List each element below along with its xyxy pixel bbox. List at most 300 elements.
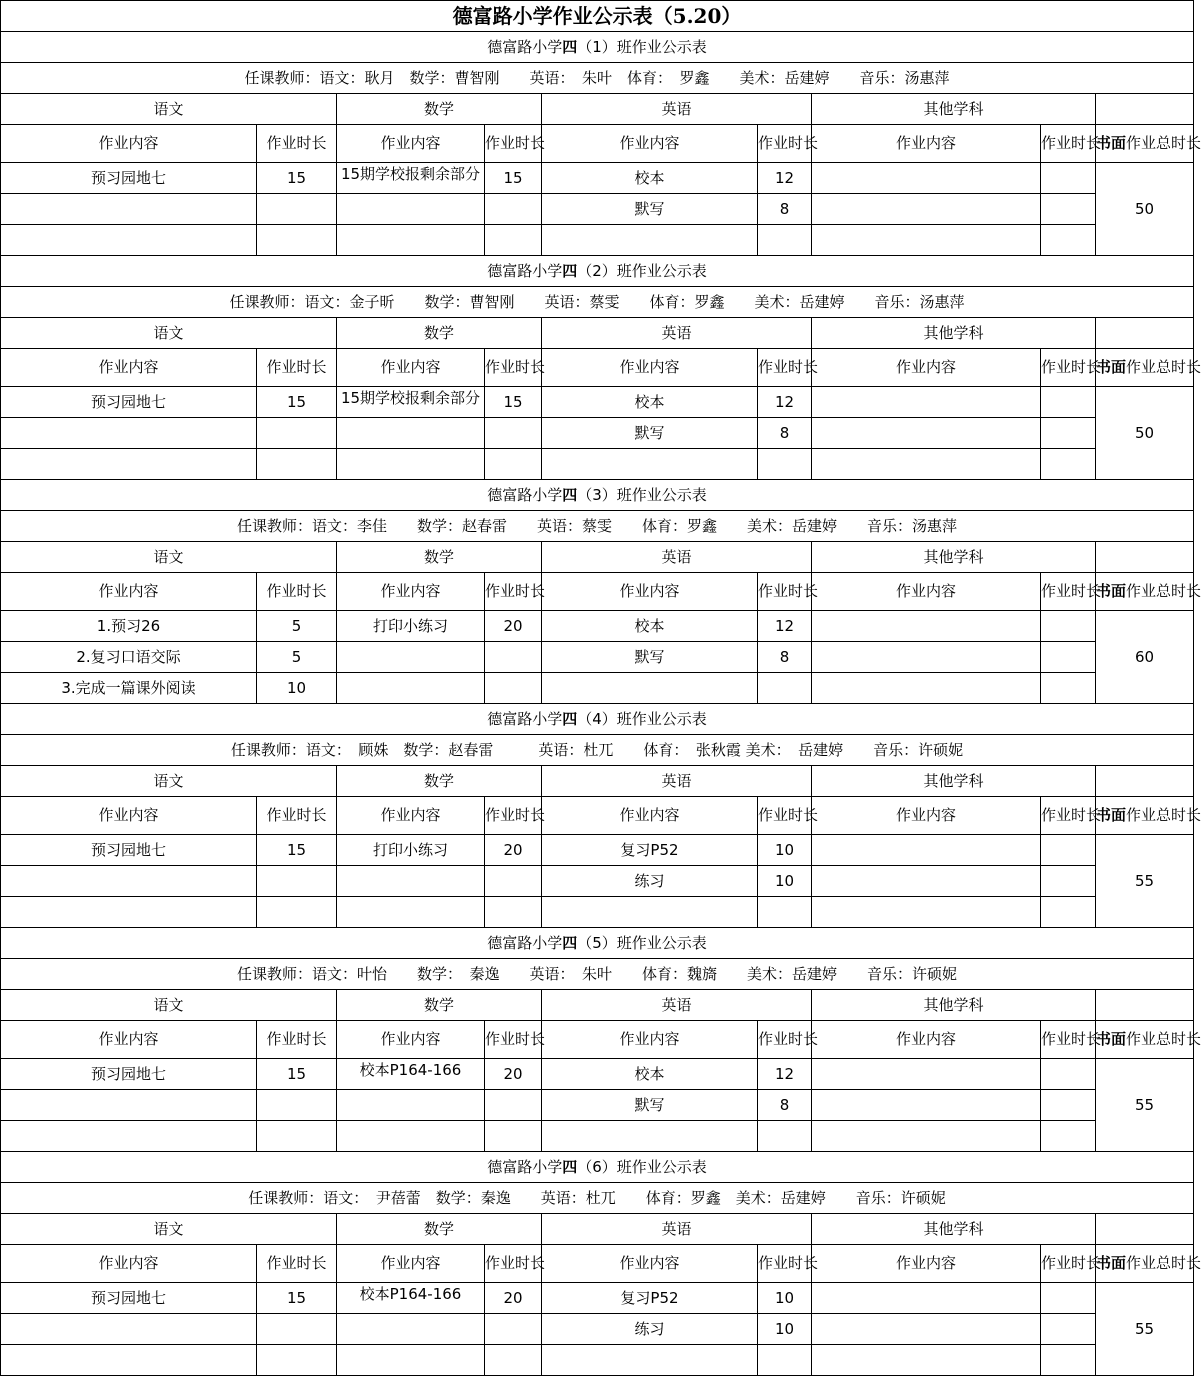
english-content (542, 673, 758, 704)
teacher-row (1, 735, 1194, 766)
english-duration: 12 (758, 163, 812, 194)
math-duration (485, 449, 542, 480)
english-content (542, 897, 758, 928)
table-row (1, 1121, 1194, 1152)
math-duration (485, 642, 542, 673)
chinese-content: 1.预习26 (1, 611, 257, 642)
english-duration: 10 (758, 1314, 812, 1345)
english-content: 练习 (542, 866, 758, 897)
other-duration (1041, 1059, 1096, 1090)
other-content (812, 611, 1041, 642)
class-name (1, 256, 1194, 287)
table-row (1, 225, 1194, 256)
other-duration (1041, 387, 1096, 418)
header-duration: 作业时长 (758, 573, 812, 611)
subject-chinese: 语文 (1, 990, 337, 1021)
total-duration: 60 (1096, 611, 1194, 704)
english-content: 校本 (542, 1059, 758, 1090)
english-duration: 10 (758, 835, 812, 866)
class-name (1, 928, 1194, 959)
subject-other: 其他学科 (812, 94, 1096, 125)
math-content (337, 418, 485, 449)
header-duration: 作业时长 (1041, 573, 1096, 611)
empty-cell (1096, 94, 1194, 125)
header-duration: 作业时长 (1041, 1021, 1096, 1059)
subject-math: 数学 (337, 990, 542, 1021)
math-duration (485, 1121, 542, 1152)
other-duration (1041, 1121, 1096, 1152)
header-total-rest: 作业总时长 (1126, 582, 1201, 600)
subject-math: 数学 (337, 766, 542, 797)
other-duration (1041, 642, 1096, 673)
english-duration: 8 (758, 194, 812, 225)
class-grade: 四 (562, 485, 578, 504)
class-name-row (1, 32, 1194, 63)
column-header-row (1, 349, 1194, 387)
class-name (1, 704, 1194, 735)
chinese-content (1, 1121, 257, 1152)
math-duration (485, 866, 542, 897)
header-total-bold: 书面 (1096, 1254, 1127, 1272)
subject-chinese: 语文 (1, 318, 337, 349)
total-duration: 50 (1096, 163, 1194, 256)
class-grade: 四 (562, 709, 578, 728)
subject-chinese: 语文 (1, 766, 337, 797)
english-content: 默写 (542, 418, 758, 449)
chinese-content: 预习园地七 (1, 835, 257, 866)
chinese-duration: 15 (257, 835, 337, 866)
class-name-prefix: 德富路小学 (487, 709, 563, 728)
header-content: 作业内容 (1, 125, 257, 163)
math-duration (485, 225, 542, 256)
chinese-content (1, 897, 257, 928)
total-duration: 55 (1096, 835, 1194, 928)
table-row (1, 1059, 1194, 1090)
other-duration (1041, 1314, 1096, 1345)
header-total (1096, 1021, 1201, 1059)
class-name-prefix: 德富路小学 (487, 37, 563, 56)
math-content (337, 1121, 485, 1152)
header-content: 作业内容 (812, 349, 1041, 387)
english-duration: 12 (758, 1059, 812, 1090)
math-content (337, 194, 485, 225)
class-grade: 四 (562, 933, 578, 952)
column-header-row (1, 1245, 1194, 1283)
other-content (812, 194, 1041, 225)
header-content: 作业内容 (812, 573, 1041, 611)
subject-header-row (1, 542, 1194, 573)
table-row (1, 611, 1194, 642)
teacher-list: 任课教师：语文：耿月 数学：曹智刚 英语： 朱叶 体育： 罗鑫 美术：岳建婷 音乐：汤惠萍 (1, 63, 1194, 94)
header-total (1096, 1245, 1201, 1283)
header-total-bold: 书面 (1096, 582, 1127, 600)
other-content (812, 225, 1041, 256)
chinese-duration: 15 (257, 1283, 337, 1314)
other-content (812, 1345, 1041, 1376)
table-row (1, 418, 1194, 449)
empty-cell (1096, 318, 1194, 349)
header-duration: 作业时长 (1041, 797, 1096, 835)
header-duration: 作业时长 (1041, 349, 1096, 387)
math-duration: 20 (485, 611, 542, 642)
math-content: 打印小练习 (337, 835, 485, 866)
total-duration: 50 (1096, 387, 1194, 480)
header-duration: 作业时长 (758, 125, 812, 163)
header-duration: 作业时长 (758, 1021, 812, 1059)
subject-english: 英语 (542, 990, 812, 1021)
class-name-suffix: （5）班作业公示表 (577, 933, 707, 952)
chinese-duration: 5 (257, 642, 337, 673)
chinese-duration (257, 225, 337, 256)
math-duration: 20 (485, 1283, 542, 1314)
english-content (542, 449, 758, 480)
table-row (1, 835, 1194, 866)
subject-header-row (1, 766, 1194, 797)
class-name-prefix: 德富路小学 (487, 261, 563, 280)
table-row (1, 673, 1194, 704)
header-total-rest: 作业总时长 (1126, 1254, 1201, 1272)
header-total-bold: 书面 (1096, 134, 1127, 152)
class-name (1, 1152, 1194, 1183)
chinese-content: 预习园地七 (1, 1059, 257, 1090)
table-row (1, 897, 1194, 928)
teacher-row (1, 959, 1194, 990)
class-name (1, 480, 1194, 511)
table-row (1, 1345, 1194, 1376)
header-duration: 作业时长 (485, 573, 542, 611)
chinese-content (1, 418, 257, 449)
subject-math: 数学 (337, 94, 542, 125)
column-header-row (1, 573, 1194, 611)
english-content (542, 225, 758, 256)
cell-text: 15期学校报剩余部分 (340, 165, 481, 183)
page-title: 德富路小学作业公示表（5.20） (1, 1, 1194, 32)
column-header-row (1, 1021, 1194, 1059)
teacher-row (1, 287, 1194, 318)
chinese-content (1, 225, 257, 256)
subject-english: 英语 (542, 542, 812, 573)
empty-cell (1096, 1214, 1194, 1245)
title-row (1, 1, 1194, 32)
math-content (337, 1059, 485, 1090)
cell-text: 校本P164-166 (359, 1061, 462, 1079)
teacher-list: 任课教师：语文： 尹蓓蕾 数学：秦逸 英语：杜兀 体育：罗鑫 美术：岳建婷 音乐：许硕妮 (1, 1183, 1194, 1214)
header-content: 作业内容 (812, 797, 1041, 835)
english-content: 复习P52 (542, 1283, 758, 1314)
other-duration (1041, 835, 1096, 866)
chinese-duration (257, 194, 337, 225)
subject-header-row (1, 990, 1194, 1021)
header-duration: 作业时长 (485, 1021, 542, 1059)
other-content (812, 642, 1041, 673)
header-content: 作业内容 (337, 1021, 485, 1059)
math-content (337, 225, 485, 256)
class-name-suffix: （4）班作业公示表 (577, 709, 707, 728)
subject-english: 英语 (542, 318, 812, 349)
other-content (812, 1059, 1041, 1090)
subject-english: 英语 (542, 94, 812, 125)
teacher-list: 任课教师：语文： 顾姝 数学：赵春雷 英语：杜兀 体育： 张秋霞 美术： 岳建婷 音乐：许硕妮 (1, 735, 1194, 766)
english-content: 校本 (542, 163, 758, 194)
class-name-prefix: 德富路小学 (487, 1157, 563, 1176)
chinese-duration (257, 418, 337, 449)
other-content (812, 1314, 1041, 1345)
table-row (1, 1314, 1194, 1345)
header-duration: 作业时长 (257, 797, 337, 835)
table-row (1, 449, 1194, 480)
english-duration (758, 1121, 812, 1152)
english-duration (758, 225, 812, 256)
header-total (1096, 125, 1201, 163)
subject-math: 数学 (337, 318, 542, 349)
other-duration (1041, 611, 1096, 642)
header-content: 作业内容 (337, 349, 485, 387)
english-content: 默写 (542, 194, 758, 225)
table-row (1, 194, 1194, 225)
class-name-suffix: （6）班作业公示表 (577, 1157, 707, 1176)
chinese-duration (257, 1090, 337, 1121)
header-total-bold: 书面 (1096, 1030, 1127, 1048)
class-name-row (1, 1152, 1194, 1183)
header-total (1096, 349, 1201, 387)
chinese-content (1, 1090, 257, 1121)
header-duration: 作业时长 (1041, 1245, 1096, 1283)
class-name-row (1, 928, 1194, 959)
header-content: 作业内容 (542, 573, 758, 611)
chinese-content: 预习园地七 (1, 387, 257, 418)
header-duration: 作业时长 (485, 349, 542, 387)
header-total-rest: 作业总时长 (1126, 134, 1201, 152)
english-content (542, 1121, 758, 1152)
chinese-content: 2.复习口语交际 (1, 642, 257, 673)
other-duration (1041, 194, 1096, 225)
column-header-row (1, 125, 1194, 163)
header-content: 作业内容 (542, 349, 758, 387)
other-content (812, 1283, 1041, 1314)
class-name-suffix: （2）班作业公示表 (577, 261, 707, 280)
math-content (337, 673, 485, 704)
math-content (337, 387, 485, 418)
table-row (1, 1090, 1194, 1121)
header-content: 作业内容 (542, 797, 758, 835)
math-duration: 20 (485, 835, 542, 866)
header-duration: 作业时长 (485, 125, 542, 163)
teacher-list: 任课教师：语文：金子昕 数学：曹智刚 英语：蔡雯 体育：罗鑫 美术：岳建婷 音乐：汤惠萍 (1, 287, 1194, 318)
subject-header-row (1, 318, 1194, 349)
english-duration: 8 (758, 418, 812, 449)
other-duration (1041, 866, 1096, 897)
subject-english: 英语 (542, 766, 812, 797)
chinese-duration: 10 (257, 673, 337, 704)
other-content (812, 897, 1041, 928)
english-duration (758, 1345, 812, 1376)
subject-other: 其他学科 (812, 990, 1096, 1021)
class-name-prefix: 德富路小学 (487, 485, 563, 504)
english-duration: 10 (758, 866, 812, 897)
other-duration (1041, 418, 1096, 449)
header-content: 作业内容 (1, 349, 257, 387)
english-duration: 10 (758, 1283, 812, 1314)
english-duration (758, 897, 812, 928)
other-duration (1041, 449, 1096, 480)
other-duration (1041, 1345, 1096, 1376)
math-content (337, 163, 485, 194)
subject-chinese: 语文 (1, 1214, 337, 1245)
chinese-duration: 15 (257, 387, 337, 418)
header-duration: 作业时长 (257, 349, 337, 387)
other-duration (1041, 1090, 1096, 1121)
math-duration: 15 (485, 163, 542, 194)
english-content: 默写 (542, 1090, 758, 1121)
header-duration: 作业时长 (257, 125, 337, 163)
header-duration: 作业时长 (257, 1021, 337, 1059)
other-content (812, 866, 1041, 897)
cell-text: 校本P164-166 (359, 1285, 462, 1303)
sheet-body (1, 1, 1201, 1376)
subject-other: 其他学科 (812, 766, 1096, 797)
subject-english: 英语 (542, 1214, 812, 1245)
english-content: 校本 (542, 611, 758, 642)
header-total-rest: 作业总时长 (1126, 806, 1201, 824)
header-content: 作业内容 (542, 1245, 758, 1283)
class-name-suffix: （3）班作业公示表 (577, 485, 707, 504)
math-duration: 20 (485, 1059, 542, 1090)
subject-header-row (1, 1214, 1194, 1245)
header-content: 作业内容 (337, 573, 485, 611)
other-content (812, 835, 1041, 866)
header-duration: 作业时长 (257, 1245, 337, 1283)
subject-other: 其他学科 (812, 542, 1096, 573)
header-content: 作业内容 (542, 125, 758, 163)
math-content (337, 1314, 485, 1345)
other-content (812, 673, 1041, 704)
class-name-row (1, 480, 1194, 511)
english-duration: 8 (758, 642, 812, 673)
class-grade: 四 (562, 261, 578, 280)
english-duration: 12 (758, 387, 812, 418)
chinese-duration (257, 866, 337, 897)
math-duration (485, 673, 542, 704)
total-duration: 55 (1096, 1059, 1194, 1152)
other-content (812, 418, 1041, 449)
column-header-row (1, 797, 1194, 835)
teacher-row (1, 511, 1194, 542)
header-content: 作业内容 (542, 1021, 758, 1059)
other-content (812, 163, 1041, 194)
subject-math: 数学 (337, 1214, 542, 1245)
math-content (337, 642, 485, 673)
header-content: 作业内容 (1, 1021, 257, 1059)
header-total-rest: 作业总时长 (1126, 1030, 1201, 1048)
header-content: 作业内容 (1, 1245, 257, 1283)
subject-header-row (1, 94, 1194, 125)
class-grade: 四 (562, 37, 578, 56)
class-name (1, 32, 1194, 63)
header-content: 作业内容 (812, 125, 1041, 163)
english-content (542, 1345, 758, 1376)
total-duration: 55 (1096, 1283, 1194, 1376)
header-duration: 作业时长 (758, 797, 812, 835)
chinese-content: 预习园地七 (1, 163, 257, 194)
chinese-duration (257, 1314, 337, 1345)
class-name-row (1, 704, 1194, 735)
subject-chinese: 语文 (1, 94, 337, 125)
chinese-duration (257, 449, 337, 480)
subject-math: 数学 (337, 542, 542, 573)
english-content: 默写 (542, 642, 758, 673)
chinese-duration (257, 1345, 337, 1376)
math-content: 打印小练习 (337, 611, 485, 642)
header-content: 作业内容 (812, 1245, 1041, 1283)
english-content: 练习 (542, 1314, 758, 1345)
teacher-list: 任课教师：语文：李佳 数学：赵春雷 英语：蔡雯 体育：罗鑫 美术：岳建婷 音乐：汤惠萍 (1, 511, 1194, 542)
teacher-list: 任课教师：语文：叶怡 数学： 秦逸 英语： 朱叶 体育：魏旖 美术：岳建婷 音乐：许硕妮 (1, 959, 1194, 990)
header-total-rest: 作业总时长 (1126, 358, 1201, 376)
math-content (337, 866, 485, 897)
header-duration: 作业时长 (257, 573, 337, 611)
math-content (337, 449, 485, 480)
math-content (337, 1090, 485, 1121)
chinese-duration: 5 (257, 611, 337, 642)
other-content (812, 387, 1041, 418)
table-row (1, 387, 1194, 418)
table-row (1, 163, 1194, 194)
empty-cell (1096, 542, 1194, 573)
header-content: 作业内容 (337, 1245, 485, 1283)
chinese-duration (257, 1121, 337, 1152)
chinese-content: 预习园地七 (1, 1283, 257, 1314)
cell-text: 15期学校报剩余部分 (340, 389, 481, 407)
math-duration (485, 897, 542, 928)
table-row (1, 642, 1194, 673)
other-duration (1041, 1283, 1096, 1314)
subject-chinese: 语文 (1, 542, 337, 573)
empty-cell (1096, 766, 1194, 797)
english-content: 复习P52 (542, 835, 758, 866)
header-total (1096, 573, 1201, 611)
other-duration (1041, 673, 1096, 704)
english-duration: 8 (758, 1090, 812, 1121)
chinese-content (1, 194, 257, 225)
chinese-duration (257, 897, 337, 928)
header-content: 作业内容 (337, 125, 485, 163)
class-grade: 四 (562, 1157, 578, 1176)
header-content: 作业内容 (1, 797, 257, 835)
header-duration: 作业时长 (758, 349, 812, 387)
header-total-bold: 书面 (1096, 806, 1127, 824)
english-duration (758, 449, 812, 480)
subject-other: 其他学科 (812, 1214, 1096, 1245)
math-duration (485, 418, 542, 449)
other-content (812, 1090, 1041, 1121)
chinese-content: 3.完成一篇课外阅读 (1, 673, 257, 704)
class-name-prefix: 德富路小学 (487, 933, 563, 952)
header-duration: 作业时长 (1041, 125, 1096, 163)
header-duration: 作业时长 (485, 797, 542, 835)
other-content (812, 1121, 1041, 1152)
chinese-duration: 15 (257, 163, 337, 194)
class-name-suffix: （1）班作业公示表 (577, 37, 707, 56)
empty-cell (1096, 990, 1194, 1021)
math-content (337, 897, 485, 928)
other-duration (1041, 897, 1096, 928)
table-row (1, 866, 1194, 897)
class-name-row (1, 256, 1194, 287)
header-content: 作业内容 (337, 797, 485, 835)
english-duration: 12 (758, 611, 812, 642)
header-content: 作业内容 (1, 573, 257, 611)
header-duration: 作业时长 (758, 1245, 812, 1283)
